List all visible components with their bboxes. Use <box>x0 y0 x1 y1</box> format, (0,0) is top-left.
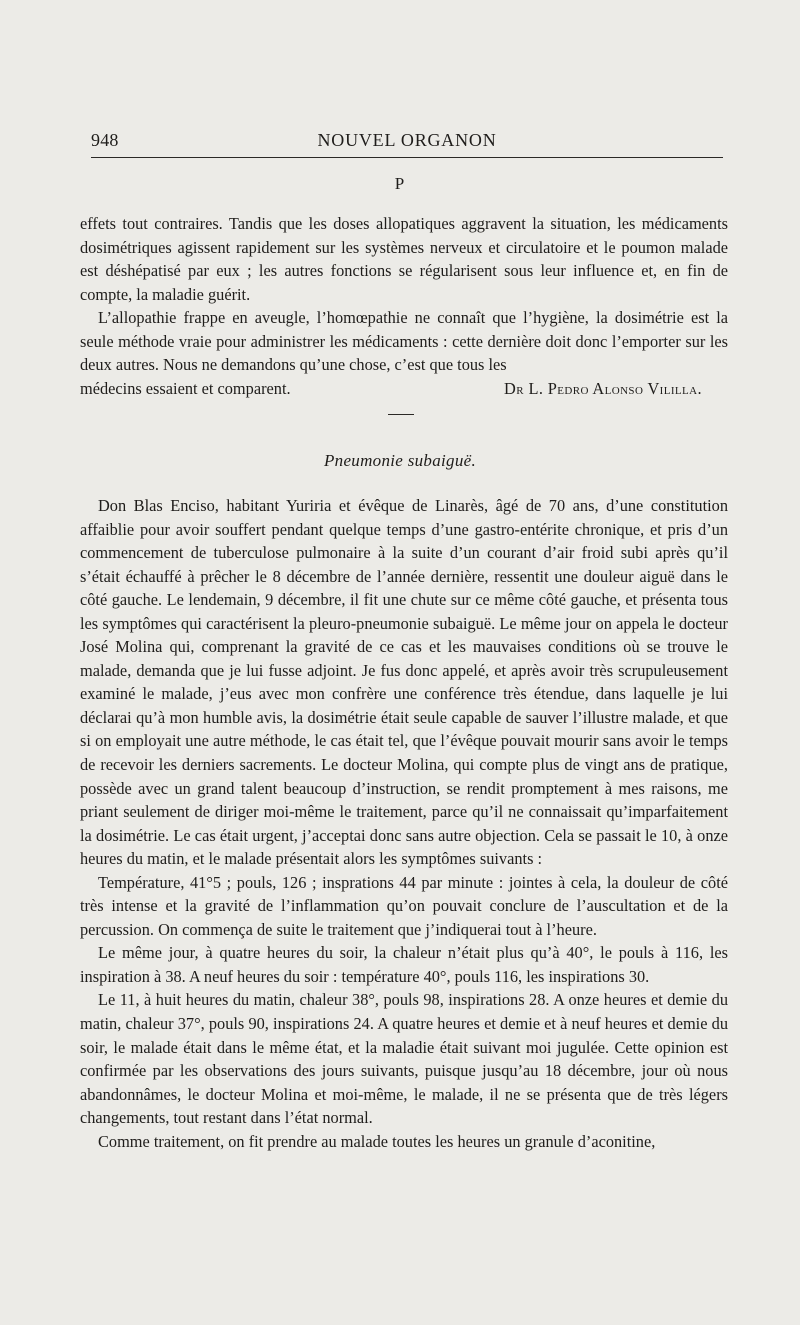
signature-lead-text: médecins essaient et comparent. <box>80 378 291 398</box>
section-divider <box>388 414 414 415</box>
page-number: 948 <box>91 130 119 150</box>
text-block-bottom <box>80 494 728 1153</box>
paragraph-bottom-4: Le 11, à huit heures du matin, chaleur 38°, pouls 98, inspirations 28. A onze heures et demie du matin, chaleur 37°, pouls 90, inspirations 24. A quatre heures et demie et à neuf heures et demie du soir, le malade était dans le même état, et la maladie était suivant moi jugulée. Cette opinion est confirmée par les observations des jours suivants, puisque jusqu’au 18 décembre, jour où nous abandonnâmes, le docteur Molina et moi-même, le malade, il ne se présenta que de très légers changements, tout restant dans l’état normal. <box>80 990 728 1128</box>
paragraph-top-1: effets tout contraires. Tandis que les doses allopatiques aggravent la situation, les médicaments dosimétriques agissent rapidement sur les systèmes nerveux et circulatoire et le poumon malade est déshépatisé par eux ; les autres fonctions se régularisent sous leur influence et, en fin de compte, la maladie guérit. <box>80 214 728 304</box>
paragraph-bottom-5: Comme traitement, on fit prendre au malade toutes les heures un granule d’aconitine, <box>98 1131 656 1151</box>
page-header <box>91 130 723 154</box>
header-rule <box>91 157 723 158</box>
paragraph-bottom-1: Don Blas Enciso, habitant Yuriria et évêque de Linarès, âgé de 70 ans, d’une constitution affaiblie pour avoir souffert pendant quelque temps d’une gastro-entérite chronique, et pris d’un commencement de tuberculose pulmonaire à la suite d’un courant d’air froid subi après qu’il s’était échauffé à prêcher le 8 décembre de l’année dernière, ressentit une douleur aiguë dans le côté gauche. Le lendemain, 9 décembre, il fit une chute sur ce même côté gauche, et présenta tous les symptômes qui caractérisent la pleuro-pneumonie subaiguë. Le même jour on appela le docteur José Molina qui, comprenant la gravité de ce cas et les mauvaises conditions où se trouve le malade, demanda que je lui fusse adjoint. Je fus donc appelé, et après avoir très scrupuleusement examiné le malade, j’eus avec mon confrère une conférence très étendue, dans laquelle je lui déclarai qu’à mon humble avis, la dosimétrie était seule capable de sauver l’illustre malade, et que si on employait une autre méthode, le cas était tel, que l’évêque pouvait mourir sans avoir le temps de recevoir les derniers sacrements. Le docteur Molina, qui compte plus de vingt ans de pratique, possède avec un grand talent beaucoup d’instruction, se rendit promptement à mes raisons, me priant seulement de diriger moi-même le traitement, parce qu’il ne connaissait qu’imparfaitement la dosimétrie. Le cas était urgent, j’acceptai donc sans autre objection. Cela se passait le 10, à onze heures du matin, et le malade présentait alors les symptômes suivants : <box>80 496 728 869</box>
paragraph-bottom-2: Température, 41°5 ; pouls, 126 ; insprations 44 par minute : jointes à cela, la douleur de côté très intense et la gravité de l’inflammation qu’on pouvait conclure de l’auscultation et de la percussion. On commença de suite le traitement que j’indiquerai tout à l’heure. <box>80 872 728 939</box>
text-block-top <box>80 212 728 400</box>
signature-author: Dr L. Pedro Alonso Vililla. <box>504 378 702 398</box>
signature-letter: P <box>394 174 406 193</box>
paragraph-top-2: L’allopathie frappe en aveugle, l’homœpathie ne connaît que l’hygiène, la dosimétrie est la seule méthode vraie pour administrer les médicaments : cette dernière doit donc l’emporter sur les deux autres. Nous ne demandons qu’une chose, c’est que tous les <box>80 308 728 375</box>
section-title: Pneumonie subaiguë. <box>323 451 477 470</box>
running-title: NOUVEL ORGANON <box>317 130 497 150</box>
paragraph-bottom-3: Le même jour, à quatre heures du soir, la chaleur n’était plus qu’à 40°, le pouls à 116, les inspiration à 38. A neuf heures du soir : température 40°, pouls 116, les inspirations 30. <box>80 943 728 986</box>
signature-line <box>80 377 728 401</box>
